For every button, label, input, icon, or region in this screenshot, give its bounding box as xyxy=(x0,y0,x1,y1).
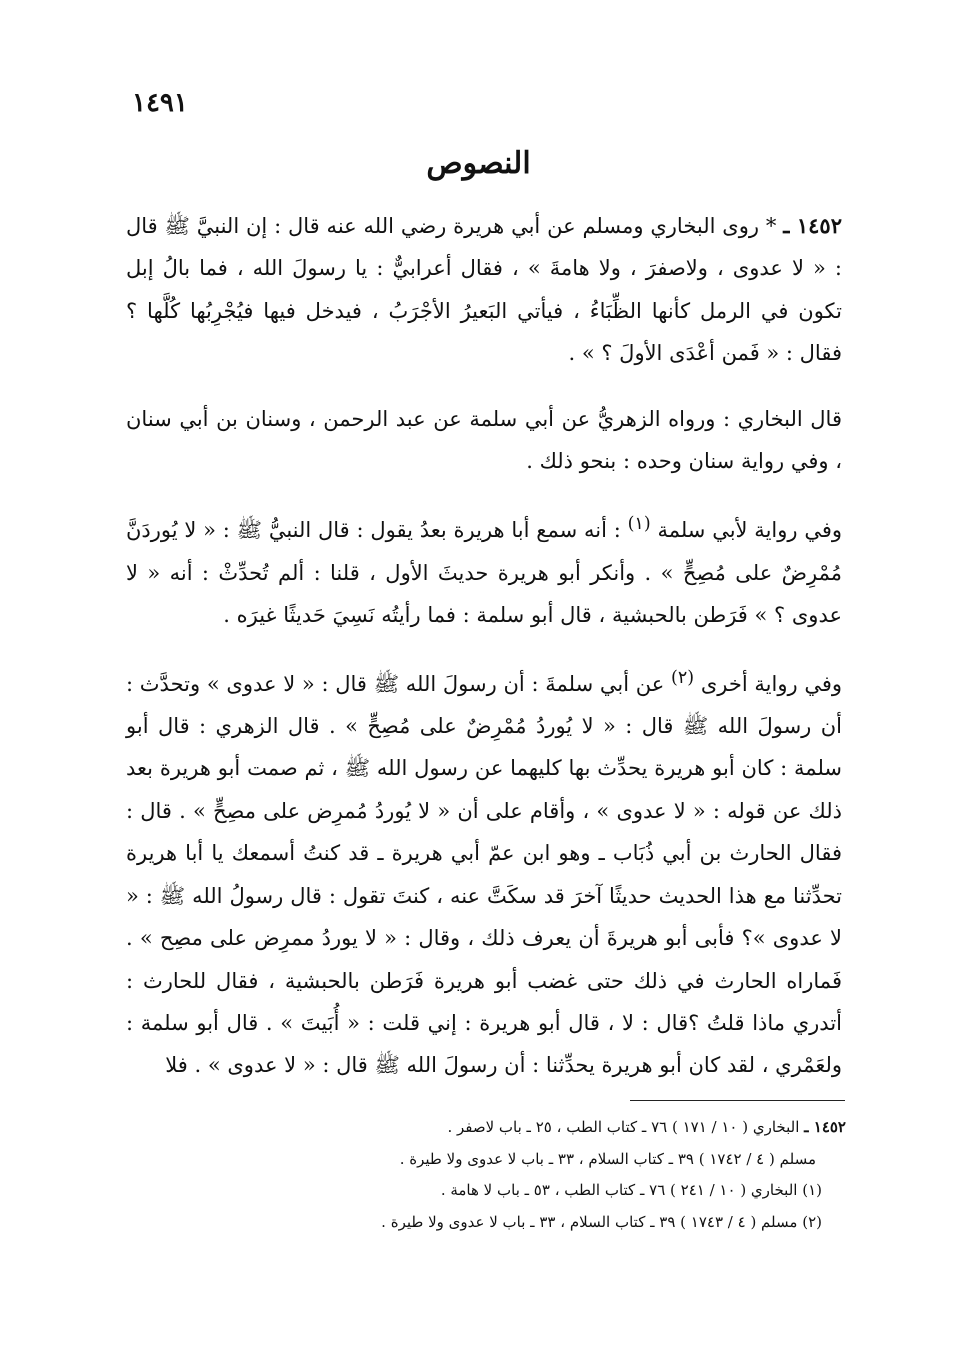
paragraph-text: روى البخاري ومسلم عن أبي هريرة رضي الله عنه قال : إن النبيَّ ﷺ قال : « لا عدوى ، ولاصفرَ ، ولا هامةَ » ، فقال أعرابيٌّ : يا رسولَ الله ، فما بالُ إبل تكون في الرمل كأنها الظِّبَاءُ ، فيأتي البَعيرُ الأجْرَبُ ، فيدخل فيها فيُجْرِبُها كُلَّها ؟ فقال : « فَمن أعْدَى الأولَ ؟ » . xyxy=(126,214,842,366)
paragraph-text: قال البخاري : ورواه الزهريُّ عن أبي سلمة عن عبد الرحمن ، وسنان بن أبي سنان ، وفي رواية سنان وحده : بنحو ذلك . xyxy=(126,406,842,474)
paragraph-1452 xyxy=(126,205,842,375)
paragraph-bukhari-note xyxy=(126,398,842,483)
footnote-divider xyxy=(630,1100,845,1101)
footnote-text: مسلم ( ٤ / ١٧٤٢ ) ٣٩ ـ كتاب السلام ، ٣٣ ـ باب لا عدوى ولا طيرة . xyxy=(399,1149,816,1168)
paragraph-abu-salama-1 xyxy=(126,503,842,636)
section-title: النصوص xyxy=(426,146,531,181)
footnote-1452-bukhari xyxy=(300,1112,846,1144)
footnote-1452-muslim xyxy=(300,1144,846,1176)
footnotes xyxy=(300,1112,846,1238)
body-text xyxy=(126,205,842,1108)
paragraph-abu-salama-2 xyxy=(126,657,842,1087)
footnote-label: (٢) xyxy=(802,1212,822,1231)
footnote-text: البخاري ( ١٠ / ٢٤١ ) ٧٦ ـ كتاب الطب ، ٥٣ ـ باب لا هامة . xyxy=(440,1181,798,1199)
paragraph-lead: وفي رواية لأبي سلمة xyxy=(657,518,842,543)
hadith-number: ١٤٥٢ ـ xyxy=(783,213,842,238)
footnote-ref-2: (٢) xyxy=(671,667,695,688)
footnote-label: (١) xyxy=(802,1181,822,1199)
paragraph-text: عن أبي سلمةَ : أن رسولَ الله ﷺ قال : « لا عدوى » وتحدَّث : أن رسولَ الله ﷺ قال : « لا يُوردُ مُمْرِضٌ على مُصِحٍّ » . قال الزهري : قال أبو سلمة : كان أبو هريرة يحدِّث بها كليهما عن رسول الله ﷺ ، ثم صمت أبو هريرة بعد ذلك عن قوله : « لا عدوى » ، وأقام على أن « لا يُوردُ مُمرِض على مصِحٍّ » . قال : فقال الحارث بن أبي ذُبَاب ـ وهو ابن عمّ أبي هريرة ـ قد كنتُ أسمعك يا أبا هريرة تحدِّثنا مع هذا الحديث حديثًا آخرَ قد سكَتَّ عنه ، كنتَ تقول : قال رسولُ الله ﷺ : « لا عدوى »؟ فأبى أبو هريرةَ أن يعرف ذلك ، وقال : « لا يوردُ ممرِض على مصِح » . فَماراه الحارث في ذلك حتى غضب أبو هريرة فَرَطن بالحبشية ، فقال للحارث : أتدري ماذا قلتُ ؟قال : لا ، قال أبو هريرة : إني قلت : « أُبَيتَ » . قال أبو سلمة : ولعَمْري ، لقد كان أبو هريرة يحدِّثنا : أن رسولَ الله ﷺ قال : « لا عدوى » . فلا xyxy=(126,671,842,1078)
footnote-2 xyxy=(300,1207,846,1239)
footnote-text: البخاري ( ١٠ / ١٧١ ) ٧٦ ـ كتاب الطب ، ٢٥ ـ باب لاصفر . xyxy=(447,1118,800,1136)
footnote-label: ١٤٥٢ ـ xyxy=(804,1118,846,1136)
paragraph-text: : أنه سمع أبا هريرة بعدُ يقول : قال النبيُّ ﷺ : « لا يُوردَنَّ مُمْرِضٌ على مُصِحٍّ » . وأنكر أبو هريرة حديثَ الأول ، قلنا : ألم تُحدِّثْ : أنه « لا عدوى ؟ » فَرَطن بالحبشية ، قال أبو سلمة : فما رأيتُه نَسِيَ حَديثًا غيرَه . xyxy=(126,518,842,628)
hadith-marker: * xyxy=(765,214,777,238)
footnote-ref-1: (١) xyxy=(627,514,651,535)
page-number: ١٤٩١ xyxy=(132,88,188,118)
paragraph-lead: وفي رواية أخرى xyxy=(700,671,842,696)
footnote-1 xyxy=(300,1175,846,1207)
footnote-text: مسلم ( ٤ / ١٧٤٣ ) ٣٩ ـ كتاب السلام ، ٣٣ ـ باب لا عدوى ولا طيرة . xyxy=(381,1212,798,1231)
